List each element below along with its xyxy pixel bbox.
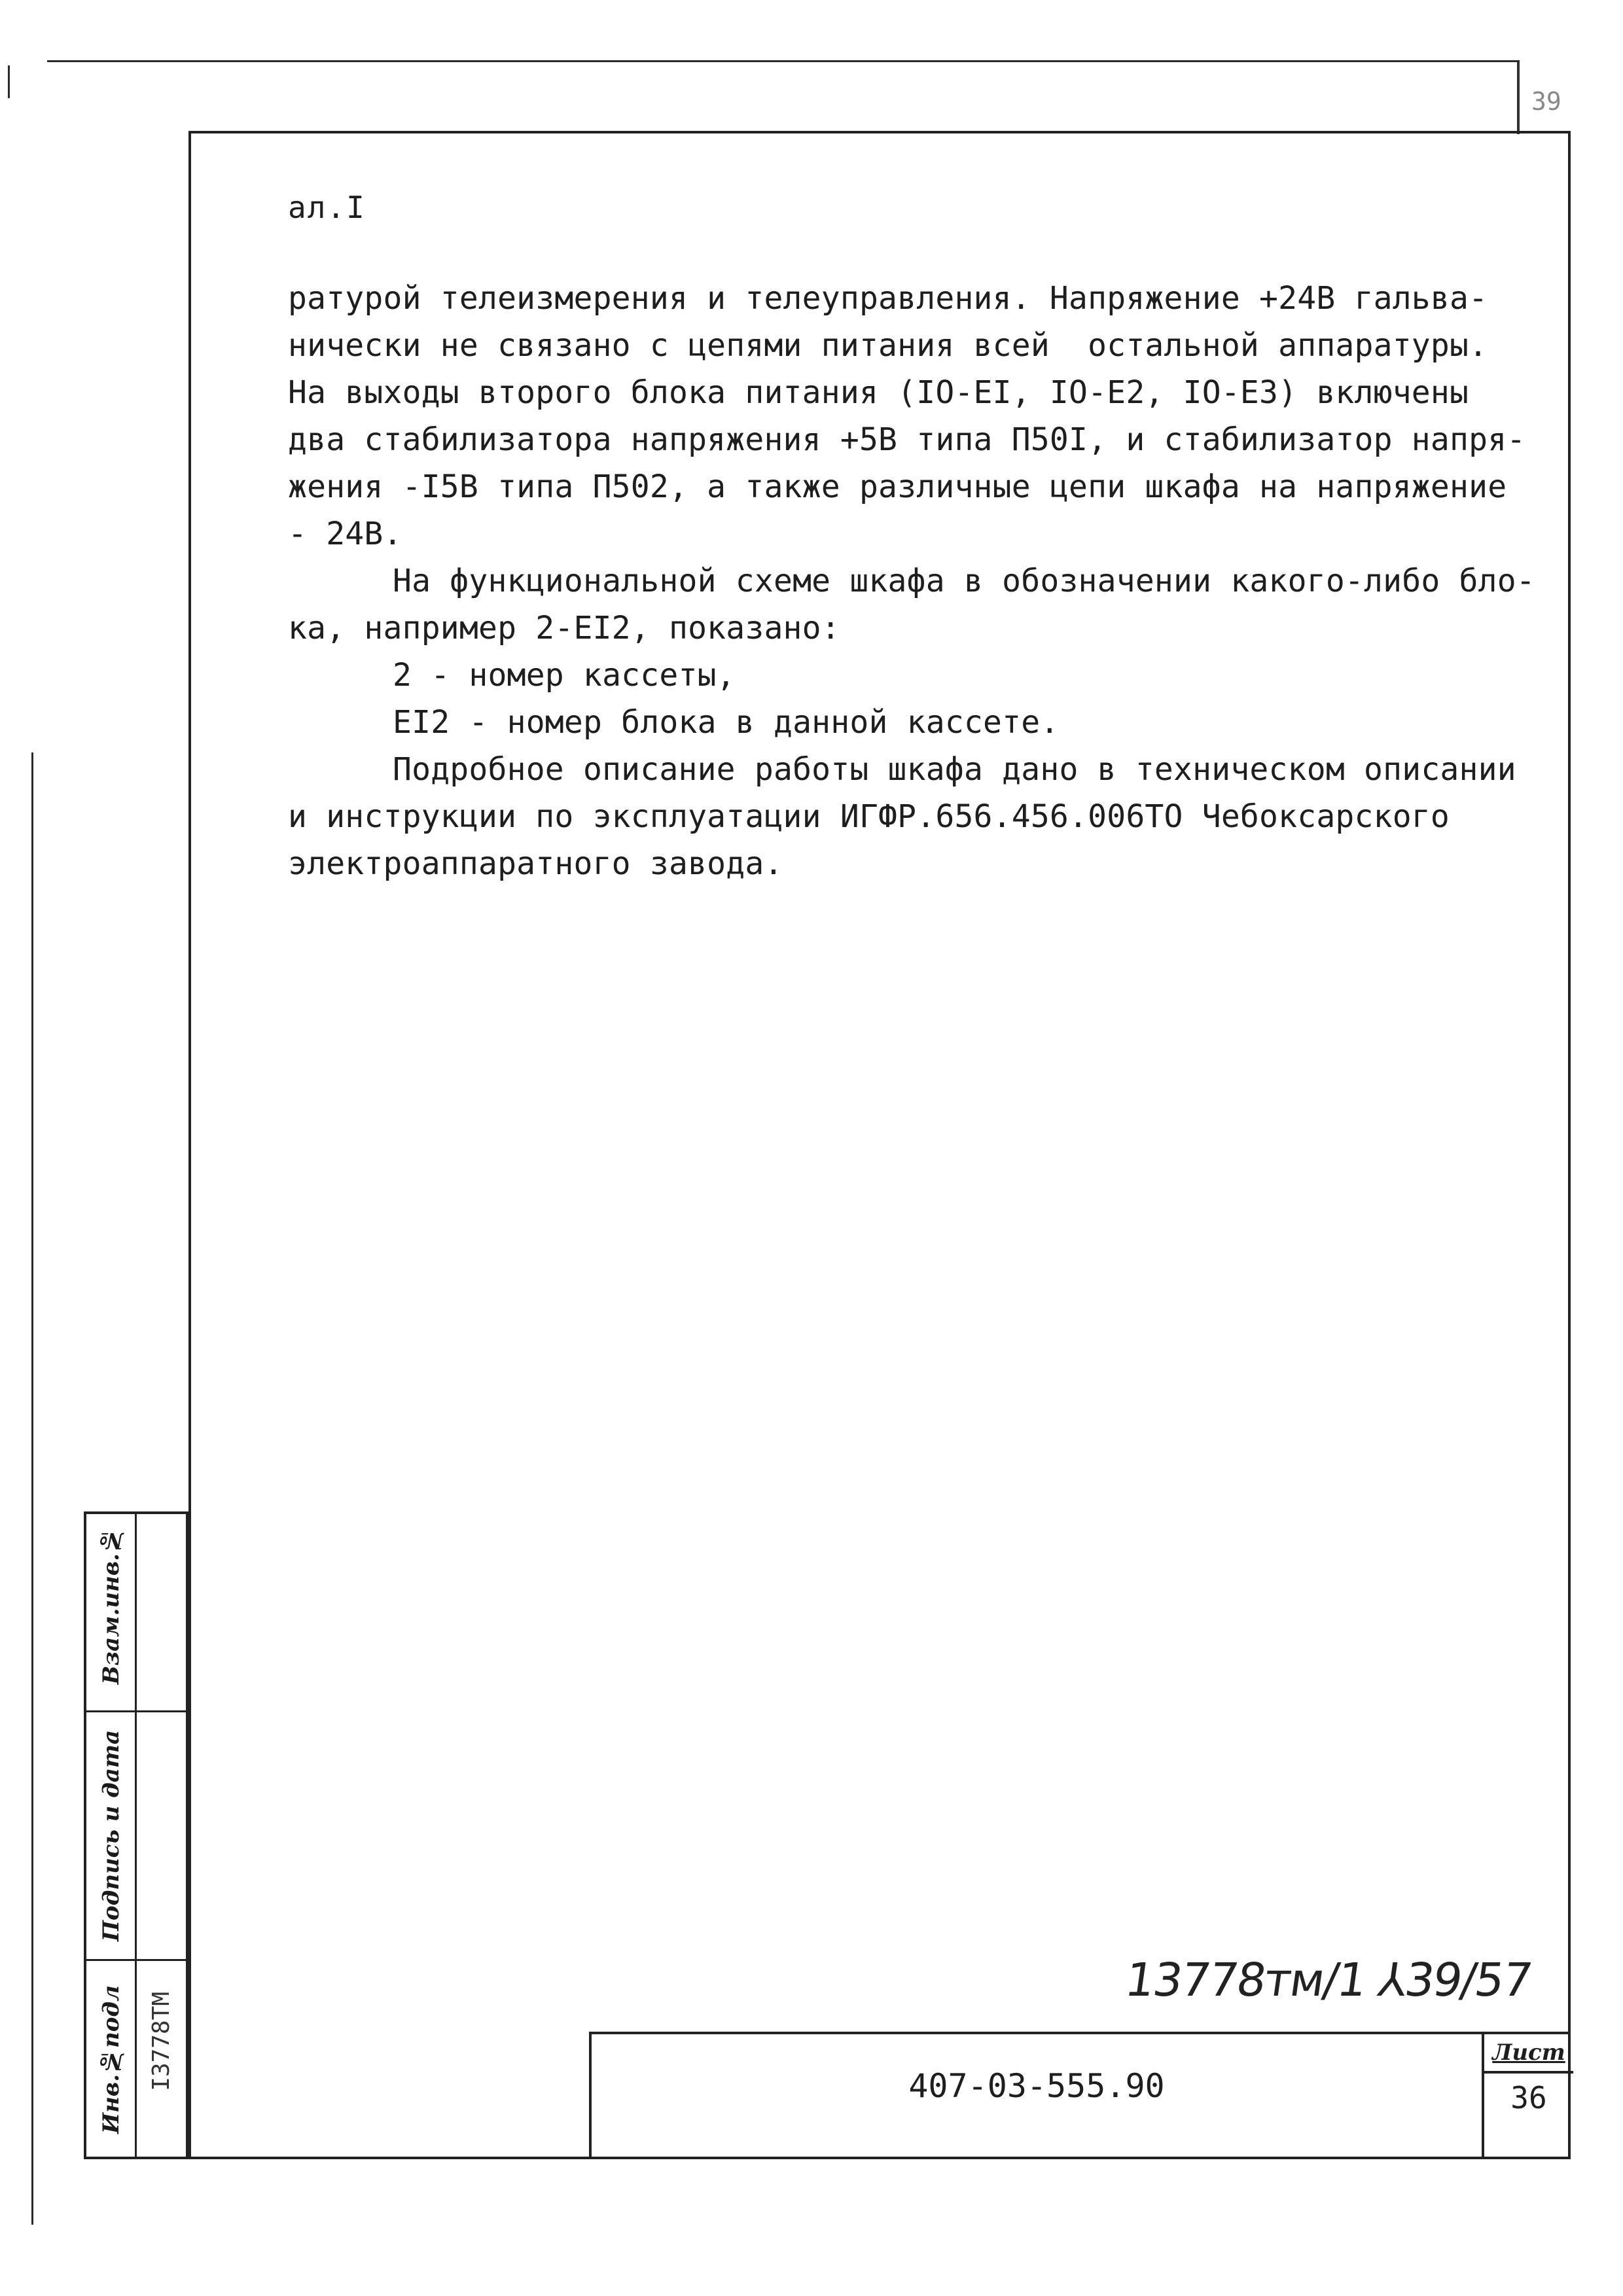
body-line: ратурой телеизмерения и телеуправления. Напряжение +24В гальва-	[288, 280, 1488, 317]
body-line: 2 - номер кассеты,	[393, 657, 736, 694]
body-line: ка, например 2-EI2, показано:	[288, 610, 840, 646]
handwritten-annotation: 13778тм/1 ⅄39/57	[1122, 1953, 1535, 2007]
sheet-cell	[1482, 2034, 1573, 2159]
body-line: жения -I5В типа П502, а также различные цепи шкафа на напряжение	[288, 468, 1507, 505]
sign-date-label: Подпись и дата	[98, 1730, 124, 1942]
title-block	[589, 2032, 1571, 2159]
inv-original-label: Инв.№подл	[98, 1985, 124, 2134]
sheet-number: 36	[1510, 2080, 1547, 2115]
body-line: EI2 - номер блока в данной кассете.	[393, 704, 1060, 741]
body-line: электроаппаратного завода.	[288, 845, 783, 882]
sheet-label: Лист	[1484, 2034, 1573, 2074]
top-scan-line	[47, 60, 1520, 62]
left-scan-line	[31, 752, 33, 2225]
side-stamp-row-divider	[86, 1710, 186, 1712]
side-stamp-row-divider	[86, 1959, 186, 1961]
body-line: Подробное описание работы шкафа дано в техническом описании	[393, 751, 1516, 788]
left-scan-tick	[8, 65, 10, 98]
header-reference: ал.I	[288, 190, 366, 225]
body-line: На функциональной схеме шкафа в обозначении какого-либо бло-	[393, 563, 1535, 599]
inv-original-value: I3778ТМ	[148, 1992, 175, 2091]
replace-inv-label: Взам.инв.№	[98, 1527, 124, 1685]
corner-page-number	[1517, 62, 1576, 134]
body-line: два стабилизатора напряжения +5В типа П50I, и стабилизатор напря-	[288, 421, 1526, 458]
corner-page-number-text: 39	[1531, 87, 1561, 116]
body-line: - 24В.	[288, 516, 402, 552]
side-stamp	[84, 1511, 188, 2159]
body-line: На выходы второго блока питания (IO-EI, IO-E2, IO-E3) включены	[288, 374, 1469, 411]
body-line: нически не связано с цепями питания всей остальной аппаратуры.	[288, 327, 1488, 364]
body-line: и инструкции по эксплуатации ИГФР.656.456.006ТО Чебоксарского	[288, 798, 1450, 835]
side-stamp-column-divider	[135, 1514, 137, 2157]
document-code: 407-03-555.90	[908, 2067, 1165, 2105]
body-text	[288, 275, 1535, 887]
